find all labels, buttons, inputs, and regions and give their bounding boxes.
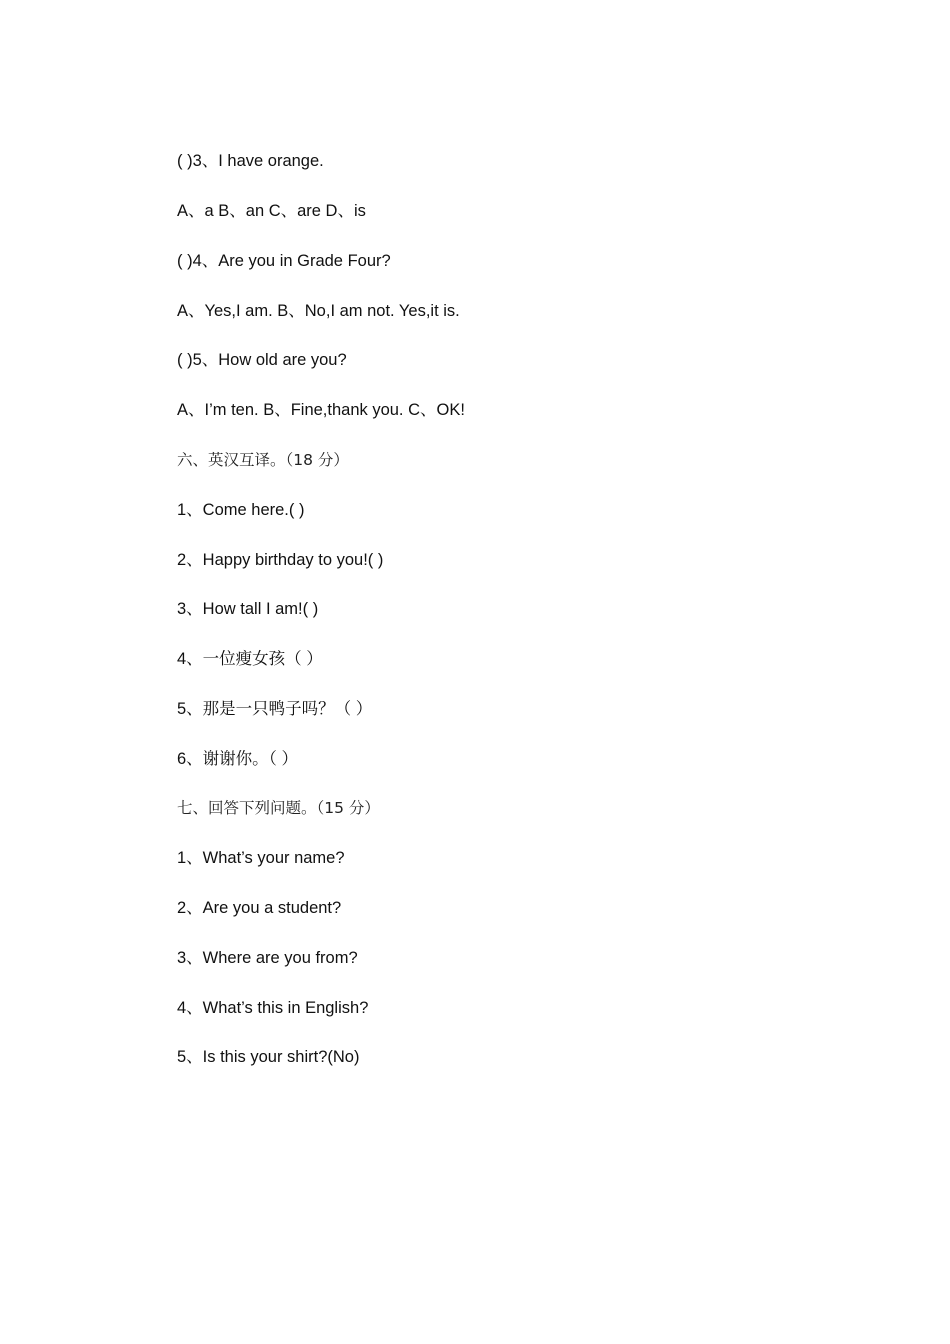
translation-item-4: 4、一位瘦女孩（ ） bbox=[177, 650, 323, 668]
translation-item-5: 5、那是一只鸭子吗？（ ） bbox=[177, 700, 373, 718]
question-4: ( )4、Are you in Grade Four? bbox=[177, 252, 391, 270]
section-7-heading: 七、回答下列问题。（15 分） bbox=[177, 799, 380, 817]
translation-item-2: 2、Happy birthday to you!( ) bbox=[177, 551, 384, 569]
answer-question-1: 1、What’s your name? bbox=[177, 849, 345, 867]
section-6-heading: 六、英汉互译。（18 分） bbox=[177, 451, 349, 469]
question-5-options: A、I’m ten. B、Fine,thank you. C、OK! bbox=[177, 401, 465, 419]
answer-question-3: 3、Where are you from? bbox=[177, 949, 358, 967]
translation-item-1: 1、Come here.( ) bbox=[177, 501, 305, 519]
translation-item-3: 3、How tall I am!( ) bbox=[177, 600, 319, 618]
answer-question-4: 4、What’s this in English? bbox=[177, 999, 369, 1017]
answer-question-2: 2、Are you a student? bbox=[177, 899, 342, 917]
question-3: ( )3、I have orange. bbox=[177, 152, 324, 170]
answer-question-5: 5、Is this your shirt?(No) bbox=[177, 1048, 360, 1066]
translation-item-6: 6、谢谢你。（ ） bbox=[177, 750, 299, 768]
question-5: ( )5、How old are you? bbox=[177, 351, 347, 369]
question-4-options: A、Yes,I am. B、No,I am not. Yes,it is. bbox=[177, 302, 460, 320]
question-3-options: A、a B、an C、are D、is bbox=[177, 202, 366, 220]
